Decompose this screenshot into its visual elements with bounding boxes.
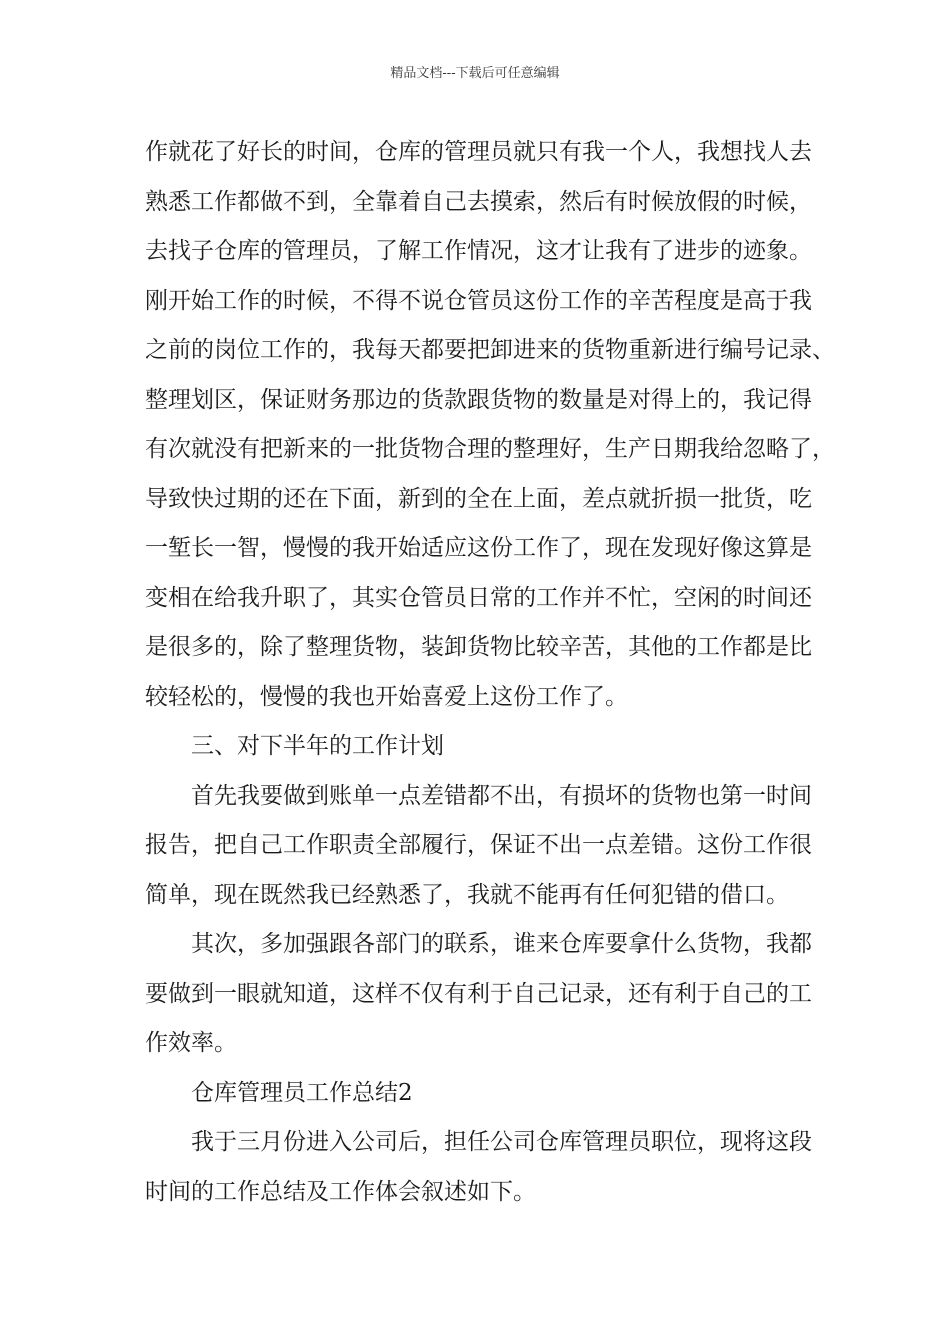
text-line: 作就花了好长的时间，仓库的管理员就只有我一个人，我想找人去	[145, 139, 812, 165]
text-line: 去找子仓库的管理员，了解工作情况，这才让我有了进步的迹象。	[145, 238, 812, 264]
page-header: 精品文档---下载后可任意编辑	[390, 66, 560, 81]
text-line: 我于三月份进入公司后，担任公司仓库管理员职位，现将这段	[191, 1129, 812, 1155]
text-line: 要做到一眼就知道，这样不仅有利于自己记录，还有利于自己的工	[145, 980, 812, 1007]
section-heading: 三、对下半年的工作计划	[191, 733, 444, 759]
text-line: 有次就没有把新来的一批货物合理的整理好，生产日期我给忽略了，	[145, 436, 835, 462]
text-line: 导致快过期的还在下面，新到的全在上面，差点就折损一批货，吃	[145, 485, 812, 512]
text-line: 之前的岗位工作的，我每天都要把卸进来的货物重新进行编号记录、	[145, 337, 835, 363]
text-line: 报告，把自己工作职责全部履行，保证不出一点差错。这份工作很	[145, 832, 812, 858]
text-line: 其次，多加强跟各部门的联系，谁来仓库要拿什么货物，我都	[191, 931, 812, 957]
text-line: 较轻松的，慢慢的我也开始喜爱上这份工作了。	[145, 683, 628, 710]
text-line: 是很多的，除了整理货物，装卸货物比较辛苦，其他的工作都是比	[145, 634, 812, 660]
text-line: 整理划区，保证财务那边的货款跟货物的数量是对得上的，我记得	[145, 386, 812, 413]
text-line: 变相在给我升职了，其实仓管员日常的工作并不忙，空闲的时间还	[145, 584, 812, 611]
text-line: 首先我要做到账单一点差错都不出，有损坏的货物也第一时间	[191, 782, 812, 809]
text-line: 熟悉工作都做不到，全靠着自己去摸索，然后有时候放假的时候，	[145, 188, 812, 215]
document-body	[145, 128, 835, 1217]
text-line: 一堑长一智，慢慢的我开始适应这份工作了，现在发现好像这算是	[145, 535, 812, 561]
text-line: 刚开始工作的时候，不得不说仓管员这份工作的辛苦程度是高于我	[145, 287, 812, 314]
text-line: 时间的工作总结及工作体会叙述如下。	[145, 1178, 536, 1205]
text-line: 简单，现在既然我已经熟悉了，我就不能再有任何犯错的借口。	[145, 881, 789, 908]
document-subtitle: 仓库管理员工作总结2	[191, 1079, 413, 1106]
text-line: 作效率。	[145, 1030, 237, 1056]
